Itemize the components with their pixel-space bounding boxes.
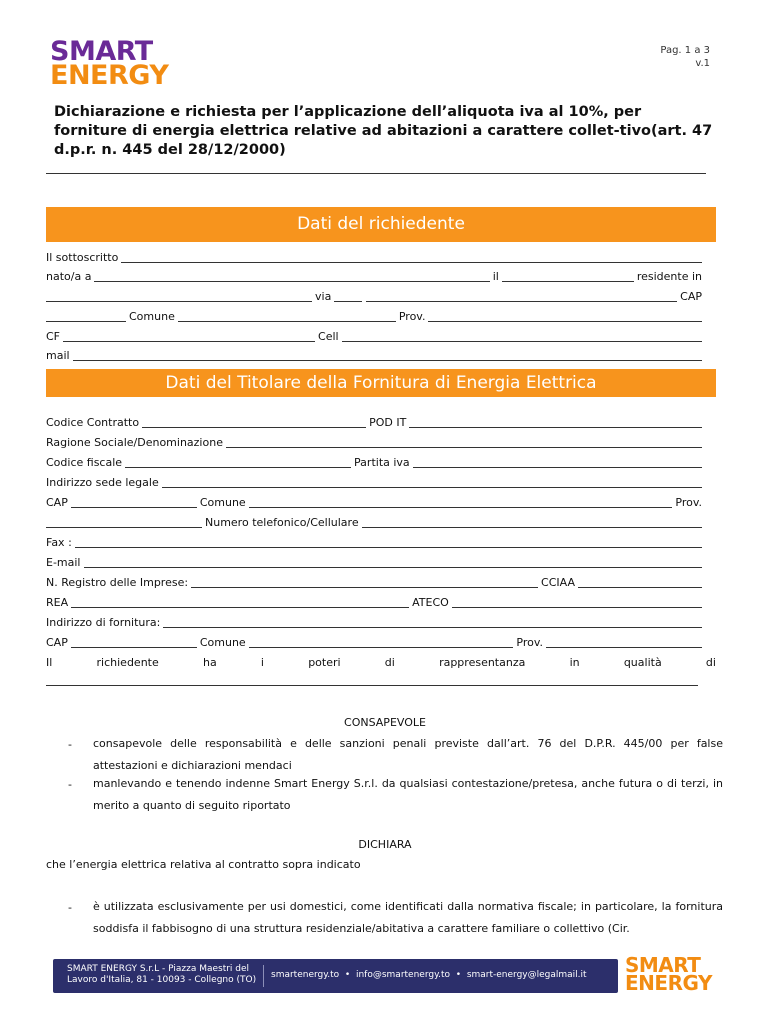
label-comune: Comune: [199, 496, 246, 509]
label-cap: CAP: [680, 290, 702, 303]
label-fax: Fax :: [46, 536, 72, 549]
footer-address-line-2: Lavoro d'Italia, 81 - 10093 - Collegno (TO): [67, 975, 257, 985]
section-heading-titolare: Dati del Titolare della Fornitura di Energia Elettrica: [46, 369, 716, 397]
field-nato[interactable]: [94, 271, 489, 282]
field-sottoscritto[interactable]: [121, 252, 702, 263]
dichiara-item-1: è utilizzata esclusivamente per usi domestici, come identificati dalla normativa fiscale; in particolare, la fornitura soddisfa il fabbisogno di una struttura residenziale/abitativa a carattere familiare o collettivo (Cir.: [93, 900, 723, 935]
label-sottoscritto: Il sottoscritto: [46, 251, 119, 264]
footer-website[interactable]: smartenergy.to: [271, 970, 340, 980]
footer-address-line-1: SMART ENERGY S.r.L - Piazza Maestri del: [67, 964, 250, 974]
field-cap[interactable]: [46, 311, 126, 322]
page-info: [660, 44, 710, 70]
footer-logo-line-2: ENERGY: [625, 971, 712, 995]
label-partita-iva: Partita iva: [354, 456, 410, 469]
bullet-icon: •: [344, 970, 351, 980]
consapevole-item-1: consapevole delle responsabilità e delle sanzioni penali previste dall’art. 76 del D.P.R. 445/00 per false attestazioni e dichiarazioni mendaci: [93, 737, 723, 772]
poteri-word: Il: [46, 656, 53, 669]
field-comune[interactable]: [249, 497, 673, 508]
field-data-nascita[interactable]: [502, 271, 634, 282]
label-comune-fornitura: Comune: [199, 636, 246, 649]
version: v.1: [695, 58, 710, 69]
label-indirizzo-fornitura: Indirizzo di fornitura:: [46, 616, 161, 629]
label-registro-imprese: N. Registro delle Imprese:: [46, 576, 189, 589]
bullet-dash: -: [68, 778, 72, 791]
label-numero-telefonico: Numero telefonico/Cellulare: [205, 516, 359, 529]
field-indirizzo-sede[interactable]: [162, 477, 702, 488]
poteri-word: in: [569, 656, 580, 669]
row-cap-comune: [46, 496, 702, 510]
field-cciaa[interactable]: [578, 577, 702, 588]
field-qualita[interactable]: [46, 685, 698, 686]
field-cap-fornitura[interactable]: [71, 637, 197, 648]
poteri-word: ha: [202, 656, 217, 669]
row-mail: [46, 349, 702, 363]
field-codice-fiscale[interactable]: [125, 457, 351, 468]
field-prov[interactable]: [428, 311, 702, 322]
heading-consapevole: CONSAPEVOLE: [344, 716, 426, 729]
footer-separator: [263, 965, 264, 987]
label-cciaa: CCIAA: [541, 576, 575, 589]
logo-line-2: ENERGY: [50, 60, 169, 91]
row-cap-comune-fornitura: [46, 636, 702, 650]
row-cf: [46, 330, 702, 344]
field-via-short[interactable]: [334, 291, 362, 302]
label-comune: Comune: [129, 310, 175, 323]
field-via[interactable]: [366, 291, 677, 302]
row-fax: [46, 536, 702, 550]
label-pod: POD IT: [369, 416, 407, 429]
label-ateco: ATECO: [412, 596, 449, 609]
field-comune-fornitura[interactable]: [249, 637, 514, 648]
label-rea: REA: [46, 596, 69, 609]
field-ateco[interactable]: [452, 597, 702, 608]
row-email: [46, 556, 702, 570]
row-comune: [46, 310, 702, 324]
smart-energy-logo: [50, 36, 170, 91]
label-codice-contratto: Codice Contratto: [46, 416, 140, 429]
field-cf[interactable]: [63, 331, 315, 342]
row-indirizzo-sede: [46, 476, 702, 490]
label-il: il: [492, 270, 499, 283]
section-heading-richiedente: Dati del richiedente: [46, 207, 716, 242]
footer: [53, 953, 718, 996]
label-cap: CAP: [46, 496, 68, 509]
footer-bar: [53, 959, 618, 993]
label-prov: Prov.: [675, 496, 702, 509]
label-ragione-sociale: Ragione Sociale/Denominazione: [46, 436, 223, 449]
title-divider: [46, 173, 706, 174]
field-fax[interactable]: [75, 537, 702, 548]
footer-contacts: [271, 970, 587, 980]
field-telefono-prefix[interactable]: [46, 517, 202, 528]
field-numero-telefonico[interactable]: [362, 517, 702, 528]
bullet-icon: •: [455, 970, 462, 980]
label-email: E-mail: [46, 556, 81, 569]
row-via: [46, 290, 702, 304]
field-pod[interactable]: [409, 417, 702, 428]
label-cell: Cell: [318, 330, 339, 343]
poteri-word: richiedente: [96, 656, 159, 669]
row-ragione-sociale: [46, 436, 702, 450]
field-ragione-sociale[interactable]: [226, 437, 702, 448]
label-prov: Prov.: [398, 310, 426, 323]
field-email[interactable]: [84, 557, 703, 568]
row-registro-imprese: [46, 576, 702, 590]
poteri-word: rappresentanza: [439, 656, 526, 669]
poteri-word: di: [384, 656, 395, 669]
footer-logo: [625, 953, 712, 995]
field-indirizzo-fornitura[interactable]: [163, 617, 702, 628]
footer-logo-line-1: SMART: [625, 953, 701, 977]
document-title: Dichiarazione e richiesta per l’applicazione dell’aliquota iva al 10%, per forniture di energia elettrica relative ad abitazioni a carattere collet-tivo(art. 47 d.p.r. n. 445 del 28/12/2000): [54, 104, 713, 158]
field-rea[interactable]: [71, 597, 409, 608]
page-number: Pag. 1 a 3: [660, 45, 710, 56]
field-mail[interactable]: [73, 350, 702, 361]
poteri-word: poteri: [308, 656, 341, 669]
footer-address: [67, 964, 256, 986]
field-cap[interactable]: [71, 497, 197, 508]
label-cf: CF: [46, 330, 61, 343]
field-prov-fornitura[interactable]: [546, 637, 702, 648]
bullet-dash: -: [68, 738, 72, 751]
poteri-word: di: [705, 656, 716, 669]
row-sottoscritto: [46, 251, 702, 265]
bullet-dash: -: [68, 901, 72, 914]
logo-line-1: SMART: [50, 36, 153, 67]
field-cell[interactable]: [342, 331, 702, 342]
row-codice-fiscale: [46, 456, 702, 470]
footer-email[interactable]: info@smartenergy.to: [355, 970, 451, 980]
heading-dichiara: DICHIARA: [358, 838, 412, 851]
row-indirizzo-fornitura: [46, 616, 702, 630]
field-codice-contratto[interactable]: [142, 417, 366, 428]
label-prov-fornitura: Prov.: [516, 636, 543, 649]
label-mail: mail: [46, 349, 70, 362]
label-indirizzo-sede: Indirizzo sede legale: [46, 476, 159, 489]
field-partita-iva[interactable]: [413, 457, 702, 468]
dichiara-intro: che l’energia elettrica relativa al contratto sopra indicato: [46, 858, 361, 871]
field-comune[interactable]: [178, 311, 396, 322]
label-via: via: [315, 290, 332, 303]
row-codice-contratto: [46, 416, 702, 430]
row-rea: [46, 596, 702, 610]
row-nato: [46, 270, 702, 284]
row-telefono: [46, 516, 702, 530]
label-cap-fornitura: CAP: [46, 636, 68, 649]
poteri-word: i: [260, 656, 264, 669]
field-residenza[interactable]: [46, 291, 312, 302]
label-nato: nato/a a: [46, 270, 92, 283]
poteri-word: qualità: [623, 656, 662, 669]
row-poteri: [46, 656, 716, 670]
footer-pec[interactable]: smart-energy@legalmail.it: [466, 970, 587, 980]
label-residente: residente in: [636, 270, 702, 283]
field-registro-imprese[interactable]: [191, 577, 538, 588]
consapevole-item-2: manlevando e tenendo indenne Smart Energy S.r.l. da qualsiasi contestazione/pretesa, anche futura o di terzi, in merito a quanto di seguito riportato: [93, 777, 723, 812]
label-codice-fiscale: Codice fiscale: [46, 456, 123, 469]
